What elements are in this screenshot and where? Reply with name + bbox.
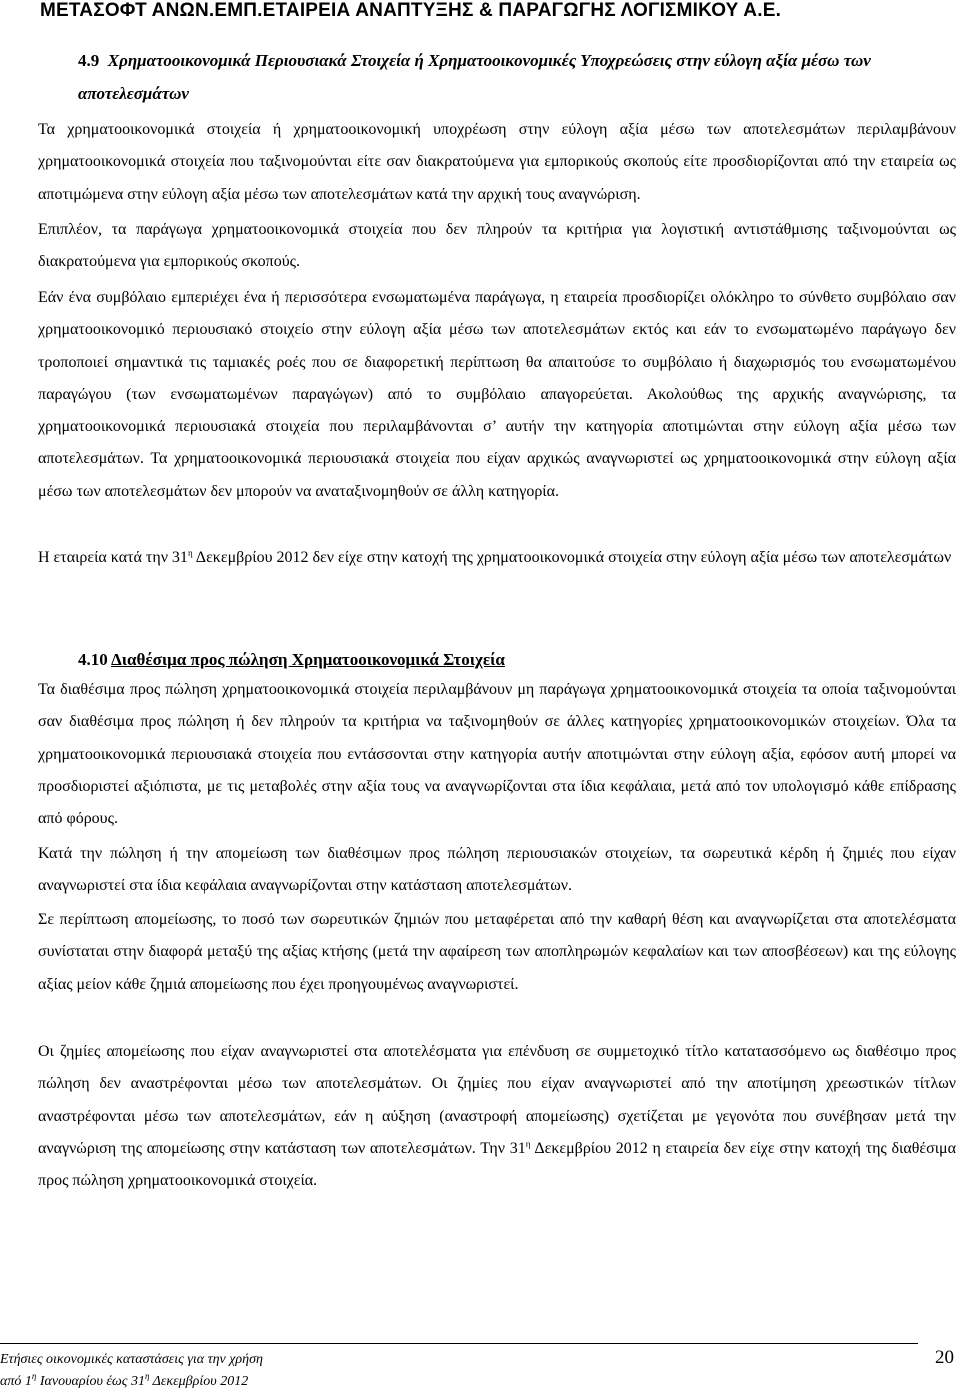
section-heading-4-9: [78, 44, 958, 110]
section-title: Διαθέσιμα προς πώληση Χρηματοοικονομικά Στοιχεία: [111, 650, 505, 669]
section-heading-4-10: [78, 643, 958, 676]
footer-divider: [0, 1343, 918, 1344]
paragraph: Σε περίπτωση απομείωσης, το ποσό των σωρευτικών ζημιών που μεταφέρεται από την καθαρή θέση και αναγνωρίζεται στα αποτελέσματα συνίσταται στην διαφορά μεταξύ της αξίας κτήσης (μετά την αφαίρεση των αποπληρωμών κεφαλαίων και των αποσβέσεων) και της εύλογης αξίας μείον κάθε ζημιά απομείωσης που έχει προηγουμένως αναγνωριστεί.: [38, 911, 956, 993]
paragraph: Η εταιρεία κατά την $31^\eta$ Δεκεμβρίου 2012 δεν είχε στην κατοχή της χρηματοοικονομικά στοιχεία στην εύλογη αξία μέσω των αποτελεσμάτων: [38, 548, 952, 566]
paragraph: Οι ζημίες απομείωσης που είχαν αναγνωριστεί στα αποτελέσματα για επένδυση σε συμμετοχικό τίτλο κατατασσόμενο ως διαθέσιμο προς πώληση δεν αναστρέφονται μέσω των αποτελεσμάτων. Οι ζημίες που είχαν αναγνωριστεί από την αποτίμηση χρεωστικών τίτλων αναστρέφονται μέσω των αποτελεσμάτων, εάν η αύξηση (αναστροφή απομείωσης) σχετίζεται με γεγονότα που συνέβησαν μετά την αναγνώριση της απομείωσης στην κατάσταση των αποτελεσμάτων. Την $31^\eta$ Δεκεμβρίου 2012 η εταιρεία δεν είχε στην κατοχή της διαθέσιμα προς πώληση χρηματοοικονομικά στοιχεία.: [38, 1043, 956, 1190]
footer-text: Ετήσιες οικονομικές καταστάσεις για την χρήση από $1^\eta$ Ιανουαρίου έως $31^\eta$ Δεκεμβρίου 2012: [0, 1352, 263, 1389]
section-number: 4.9: [78, 51, 100, 70]
paragraph: Τα διαθέσιμα προς πώληση χρηματοοικονομικά στοιχεία περιλαμβάνουν μη παράγωγα χρηματοοικονομικά στοιχεία τα οποία ταξινομούνται σαν διαθέσιμα προς πώληση ή δεν πληρούν τα κριτήρια να ταξινομηθούν σε άλλες κατηγορίες χρηματοοικονομικών στοιχείων. Όλα τα χρηματοοικονομικά περιουσιακά στοιχεία που εντάσσονται στην κατηγορία αυτήν αποτιμώνται στην εύλογη αξία, εφόσον αυτή μπορεί να προσδιοριστεί αξιόπιστα, με τις μεταβολές στην αξία τους να αναγνωρίζονται στα ίδια κεφάλαια, μετά από τον υπολογισμό κάθε επίδρασης από φόρους.: [38, 681, 956, 828]
page-number: 20: [935, 1347, 954, 1368]
paragraph: Εάν ένα συμβόλαιο εμπεριέχει ένα ή περισσότερα ενσωματωμένα παράγωγα, η εταιρεία προσδιορίζει ολόκληρο το σύνθετο συμβόλαιο σαν χρηματοοικονομικό περιουσιακό στοιχείο στην εύλογη αξία μέσω των αποτελεσμάτων εκτός και εάν το ενσωματωμένο παράγωγο δεν τροποποιεί σημαντικά τις ταμιακές ροές που σε διαφορετική περίπτωση θα απαιτούσε το συμβόλαιο ή διαχωρισμός του ενσωματωμένου παραγώγου (των ενσωματωμένων παραγώγων) από το συμβόλαιο απαγορεύεται. Ακολούθως της αρχικής αναγνώρισης, τα χρηματοοικονομικά περιουσιακά στοιχεία που περιλαμβάνονται σ’ αυτήν την κατηγορία αποτιμώνται στην εύλογη αξία μέσω των αποτελεσμάτων. Τα χρηματοοικονομικά περιουσιακά στοιχεία που είχαν αρχικώς αναγνωριστεί ως χρηματοοικονομικά στην εύλογη αξία μέσω των αποτελεσμάτων δεν μπορούν να αναταξινομηθούν σε άλλη κατηγορία.: [38, 289, 956, 500]
section-number: 4.10: [78, 650, 108, 669]
paragraph: Κατά την πώληση ή την απομείωση των διαθέσιμων προς πώληση περιουσιακών στοιχείων, τα σωρευτικά κέρδη ή ζημιές που είχαν αναγνωριστεί στα ίδια κεφάλαια αναγνωρίζονται στην κατάσταση αποτελεσμάτων.: [38, 845, 956, 895]
paragraph: Τα χρηματοοικονομικά στοιχεία ή χρηματοοικονομική υποχρέωση στην εύλογη αξία μέσω των αποτελεσμάτων περιλαμβάνουν χρηματοοικονομικά στοιχεία που ταξινομούνται είτε σαν διακρατούμενα για εμπορικούς σκοπούς είτε προσδιορίζονται από την εταιρεία ως αποτιμώμενα στην εύλογη αξία μέσω των αποτελεσμάτων κατά την αρχική τους αναγνώριση.: [38, 121, 956, 203]
paragraph: Επιπλέον, τα παράγωγα χρηματοοικονομικά στοιχεία που δεν πληρούν τα κριτήρια για λογιστική αντιστάθμισης ταξινομούνται ως διακρατούμενα για εμπορικούς σκοπούς.: [38, 221, 956, 271]
section-title: Χρηματοοικονομικά Περιουσιακά Στοιχεία ή Χρηματοοικονομικές Υποχρεώσεις στην εύλογη αξία μέσω των αποτελεσμάτων: [78, 51, 871, 103]
page-header: ΜΕΤΑΣΟΦΤ ΑΝΩΝ.ΕΜΠ.ΕΤΑΙΡΕΙΑ ΑΝΑΠΤΥΞΗΣ & ΠΑΡΑΓΩΓΗΣ ΛΟΓΙΣΜΙΚΟΥ Α.Ε.: [40, 0, 782, 21]
